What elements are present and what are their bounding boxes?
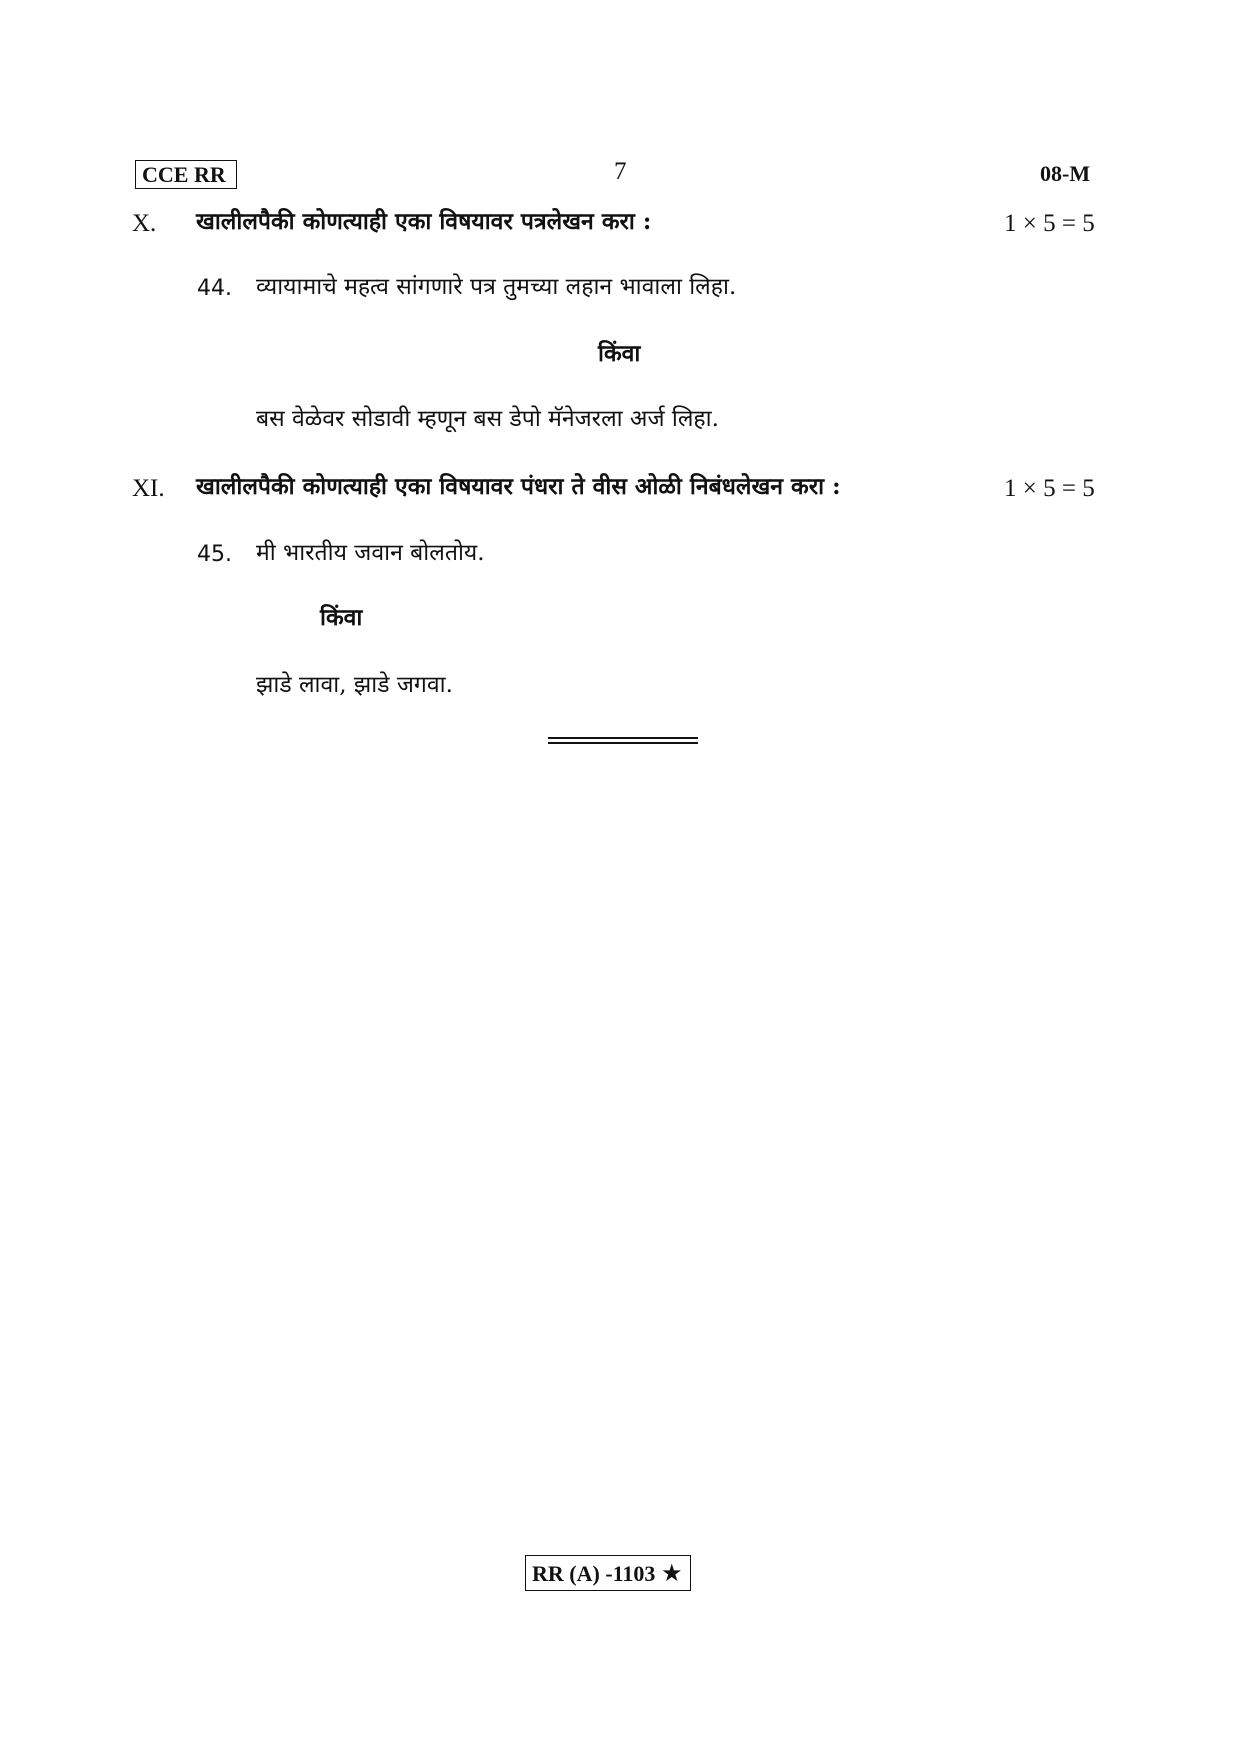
question-45-number: 45. — [197, 542, 232, 567]
question-44-text: व्यायामाचे महत्व सांगणारे पत्र तुमच्या लहान भावाला लिहा. — [256, 274, 737, 300]
end-rule-top — [548, 737, 698, 739]
paper-code: 08-M — [1040, 161, 1091, 186]
end-rule-bottom — [548, 742, 698, 744]
section-x-marks: 1 × 5 = 5 — [1004, 210, 1095, 237]
question-44-number: 44. — [197, 276, 232, 301]
section-xi-number: XI. — [132, 475, 165, 502]
paper-code-box: CCE RR — [135, 160, 237, 189]
question-44-alternative: बस वेळेवर सोडावी म्हणून बस डेपो मॅनेजरला अर्ज लिहा. — [256, 406, 719, 432]
section-xi-or-label: किंवा — [320, 604, 363, 631]
section-x-title: खालीलपैकी कोणत्याही एका विषयावर पत्रलेखन करा : — [196, 208, 652, 235]
section-xi-marks: 1 × 5 = 5 — [1004, 475, 1095, 502]
question-45-alternative: झाडे लावा, झाडे जगवा. — [256, 672, 453, 698]
star-icon: ★ — [660, 1559, 683, 1587]
question-45-text: मी भारतीय जवान बोलतोय. — [256, 540, 485, 566]
section-x-number: X. — [132, 210, 157, 237]
footer-code: RR (A) -1103 — [532, 1561, 656, 1586]
section-xi-title: खालीलपैकी कोणत्याही एका विषयावर पंधरा ते वीस ओळी निबंधलेखन करा : — [196, 473, 841, 500]
page-number: 7 — [614, 158, 627, 185]
section-x-or-label: किंवा — [598, 340, 641, 367]
footer-code-box — [525, 1555, 691, 1591]
